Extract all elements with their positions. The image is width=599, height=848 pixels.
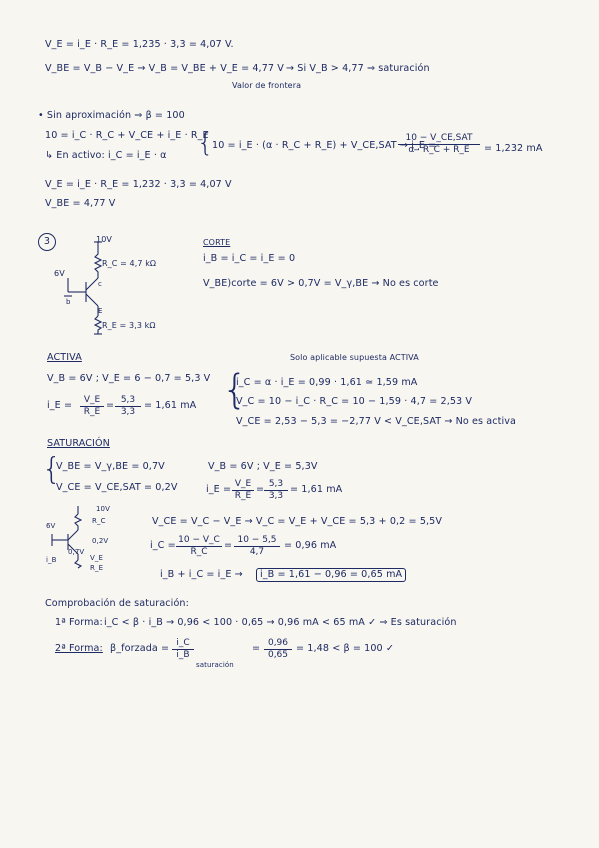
sat-ic-frac2-den: 4,7	[249, 547, 265, 557]
vbe-value: V_BE = 4,77 V	[45, 198, 116, 209]
sat-ib-relation: i_B + i_C = i_E →	[160, 569, 243, 580]
activa-note: Solo aplicable supuesta ACTIVA	[290, 353, 419, 362]
sat-vc-derivation: V_CE = V_C − V_E → V_C = V_E + V_CE = 5,3 + 0,2 = 5,5V	[152, 516, 443, 527]
forma-2-frac1-num: i_C	[172, 638, 194, 650]
activa-ie-frac1-den: R_E	[83, 407, 101, 417]
saturation-condition: → Si V_B > 4,77 ⇒ saturación	[286, 63, 430, 74]
sat-ie-frac2-num: 5,3	[264, 479, 288, 491]
exercise-number: 3	[38, 233, 56, 251]
ie-fraction	[398, 133, 480, 156]
activa-ie-frac2	[115, 395, 141, 418]
saturacion-brace: {	[42, 452, 62, 487]
sat-vcc-label: 10V	[96, 505, 110, 513]
rc-label: R_C = 4,7 kΩ	[102, 259, 157, 268]
sat-ie-frac1-num: V_E	[232, 479, 254, 491]
vin-label: 6V	[54, 269, 65, 278]
activa-ie-eq: =	[106, 400, 115, 411]
sat-ic-frac1-num: 10 − V_C	[176, 535, 222, 547]
sat-ic-result: = 0,96 mA	[284, 540, 337, 551]
ie-result: = 1,232 mA	[484, 143, 543, 154]
saturacion-title: SATURACIÓN	[47, 438, 110, 449]
forma-2-frac2-den: 0,65	[267, 650, 289, 660]
sat-ic-frac1	[176, 535, 222, 558]
sat-vbe: V_BE = V_γ,BE = 0,7V	[56, 461, 165, 472]
ve-equation: V_E = i_E · R_E = 1,235 · 3,3 = 4,07 V.	[45, 39, 234, 50]
activa-ie-frac1-num: V_E	[80, 395, 104, 407]
corte-title: CORTE	[203, 238, 231, 247]
active-relation: ↳ En activo: i_C = i_E · α	[45, 150, 167, 161]
activa-vb-ve: V_B = 6V ; V_E = 6 − 0,7 = 5,3 V	[47, 373, 211, 384]
forma-2-subscript: saturación	[196, 661, 234, 669]
sat-ie-frac1-den: R_E	[234, 491, 252, 501]
sat-ic-frac2-num: 10 − 5,5	[234, 535, 280, 547]
sat-ic-frac2	[234, 535, 280, 558]
ie-derivation: 10 = i_E · (α · R_C + R_E) + V_CE,SAT → i_E =	[212, 140, 437, 151]
forma-2-frac2	[264, 638, 292, 661]
activa-ie-lhs: i_E =	[47, 400, 73, 411]
sat-ie-eq: =	[256, 484, 265, 495]
activa-vce: V_CE = 2,53 − 5,3 = −2,77 V < V_CE,SAT → No es activa	[236, 416, 517, 427]
forma-2-frac1	[172, 638, 194, 661]
vbe-equation: V_BE = V_B − V_E → V_B = V_BE + V_E = 4,77 V	[45, 63, 284, 74]
collector-label: c	[98, 280, 102, 288]
sat-ie-result: = 1,61 mA	[290, 484, 343, 495]
sat-ib-result: i_B = 1,61 − 0,96 = 0,65 mA	[256, 568, 406, 582]
activa-ie-frac2-num: 5,3	[115, 395, 141, 407]
comprobacion-title: Comprobación de saturación:	[45, 598, 189, 609]
sin-aprox-title: • Sin aproximación ⇒ β = 100	[38, 110, 185, 121]
activa-brace: {	[222, 367, 248, 413]
ie-fraction-den: α · R_C + R_E	[408, 145, 470, 155]
forma-1-label: 1ª Forma:	[55, 617, 103, 628]
sat-vb-ve: V_B = 6V ; V_E = 5,3V	[208, 461, 318, 472]
sat-ic-eq: =	[224, 540, 233, 551]
forma-1-check: i_C < β · i_B → 0,96 < 100 · 0,65 → 0,96 mA < 65 mA ✓ ⇒ Es saturación	[104, 617, 457, 628]
sat-v07-label: 0,7V	[68, 548, 85, 556]
activa-ie-result: = 1,61 mA	[144, 400, 197, 411]
activa-vc: V_C = 10 − i_C · R_C = 10 − 1,59 · 4,7 = 2,53 V	[236, 396, 473, 407]
forma-2-eq: =	[252, 643, 261, 654]
brace: {	[197, 128, 214, 158]
re-label: R_E = 3,3 kΩ	[102, 321, 156, 330]
sat-ie-frac2-den: 3,3	[268, 491, 284, 501]
sat-vin-label: 6V	[46, 522, 56, 530]
sat-v02-label: 0,2V	[92, 537, 109, 545]
activa-ic: i_C = α · i_E = 0,99 · 1,61 ≃ 1,59 mA	[236, 377, 418, 388]
kvl-equation: 10 = i_C · R_C + V_CE + i_E · R_E	[45, 130, 209, 141]
sat-ie-frac1	[232, 479, 254, 502]
ve-equation-2: V_E = i_E · R_E = 1,232 · 3,3 = 4,07 V	[45, 179, 232, 190]
boundary-value-note: Valor de frontera	[232, 81, 302, 90]
forma-2-lhs: β_forzada =	[110, 643, 170, 654]
forma-2-result: = 1,48 < β = 100 ✓	[296, 643, 395, 654]
forma-2-frac2-num: 0,96	[264, 638, 292, 650]
emitter-label: E	[98, 307, 103, 315]
sat-ic-lhs: i_C =	[150, 540, 176, 551]
sat-ie-lhs: i_E =	[206, 484, 232, 495]
forma-2-label: 2ª Forma:	[55, 643, 103, 654]
activa-ie-frac2-den: 3,3	[120, 407, 136, 417]
activa-title: ACTIVA	[47, 352, 82, 363]
sat-ib-label: i_B	[46, 556, 57, 564]
sat-ve-label: V_E	[90, 554, 104, 562]
activa-ie-frac1	[80, 395, 104, 418]
sat-re-label: R_E	[90, 564, 104, 572]
forma-2-frac1-den: i_B	[176, 650, 190, 660]
sat-ie-frac2	[264, 479, 288, 502]
sat-rc-label: R_C	[92, 517, 106, 525]
ie-fraction-num: 10 − V_CE,SAT	[398, 133, 480, 145]
vcc-label: 10V	[96, 235, 112, 244]
base-label: b	[66, 298, 71, 306]
corte-vbe: V_BE)corte = 6V > 0,7V = V_γ,BE → No es corte	[203, 278, 439, 289]
sat-ic-frac1-den: R_C	[190, 547, 208, 557]
sat-vce: V_CE = V_CE,SAT = 0,2V	[56, 482, 178, 493]
corte-currents: i_B = i_C = i_E = 0	[203, 253, 296, 264]
